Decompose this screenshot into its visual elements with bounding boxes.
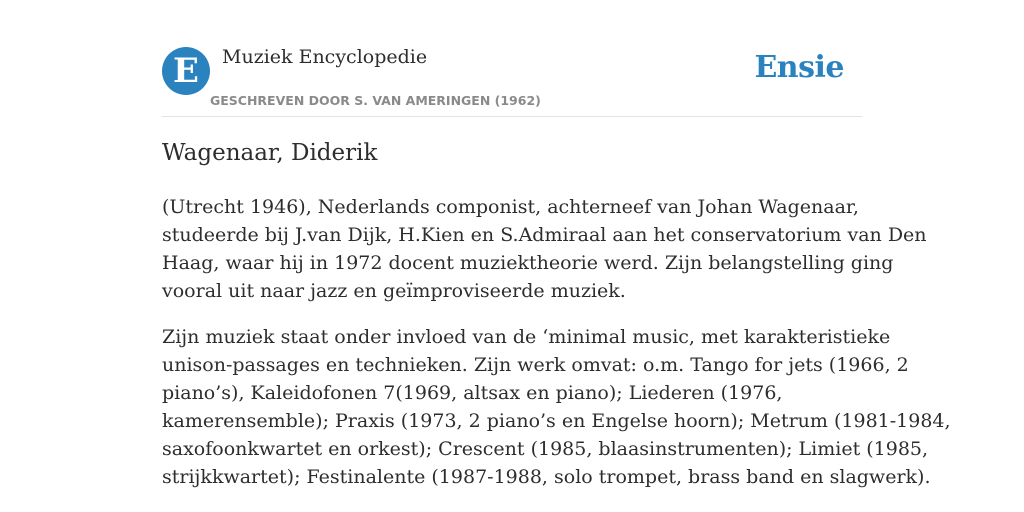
source-title-link[interactable]: Muziek Encyclopedie <box>222 46 428 68</box>
paragraph-line: strijkkwartet); Festinalente (1987-1988, solo trompet, brass band en slagwerk). <box>162 466 931 488</box>
entry-paragraph-1 <box>162 193 927 305</box>
paragraph-line: Zijn muziek staat onder invloed van de ‘minimal music, met karakteristieke <box>162 326 891 348</box>
entry-title: Wagenaar, Diderik <box>162 140 378 166</box>
entry-paragraph-2 <box>162 323 951 491</box>
ensie-brand-logo[interactable]: Ensie <box>754 50 844 85</box>
source-header <box>162 0 862 117</box>
article-page <box>162 0 951 488</box>
paragraph-line: (Utrecht 1946), Nederlands componist, achterneef van Johan Wagenaar, <box>162 196 859 218</box>
paragraph-line: saxofoonkwartet en orkest); Crescent (1985, blaasinstrumenten); Limiet (1985, <box>162 438 929 460</box>
author-credit: GESCHREVEN DOOR S. VAN AMERINGEN (1962) <box>210 93 541 108</box>
paragraph-line: piano’s), Kaleidofonen 7(1969, altsax en piano); Liederen (1976, <box>162 382 783 404</box>
paragraph-line: kamerensemble); Praxis (1973, 2 piano’s en Engelse hoorn); Metrum (1981-1984, <box>162 410 951 432</box>
paragraph-line: Haag, waar hij in 1972 docent muziektheorie werd. Zijn belangstelling ging <box>162 252 894 274</box>
paragraph-line: unison-passages en technieken. Zijn werk omvat: o.m. Tango for jets (1966, 2 <box>162 354 909 376</box>
ensie-e-logo-icon[interactable]: E <box>162 47 210 95</box>
paragraph-line: vooral uit naar jazz en geïmproviseerde muziek. <box>162 280 626 302</box>
paragraph-line: studeerde bij J.van Dijk, H.Kien en S.Admiraal aan het conservatorium van Den <box>162 224 927 246</box>
